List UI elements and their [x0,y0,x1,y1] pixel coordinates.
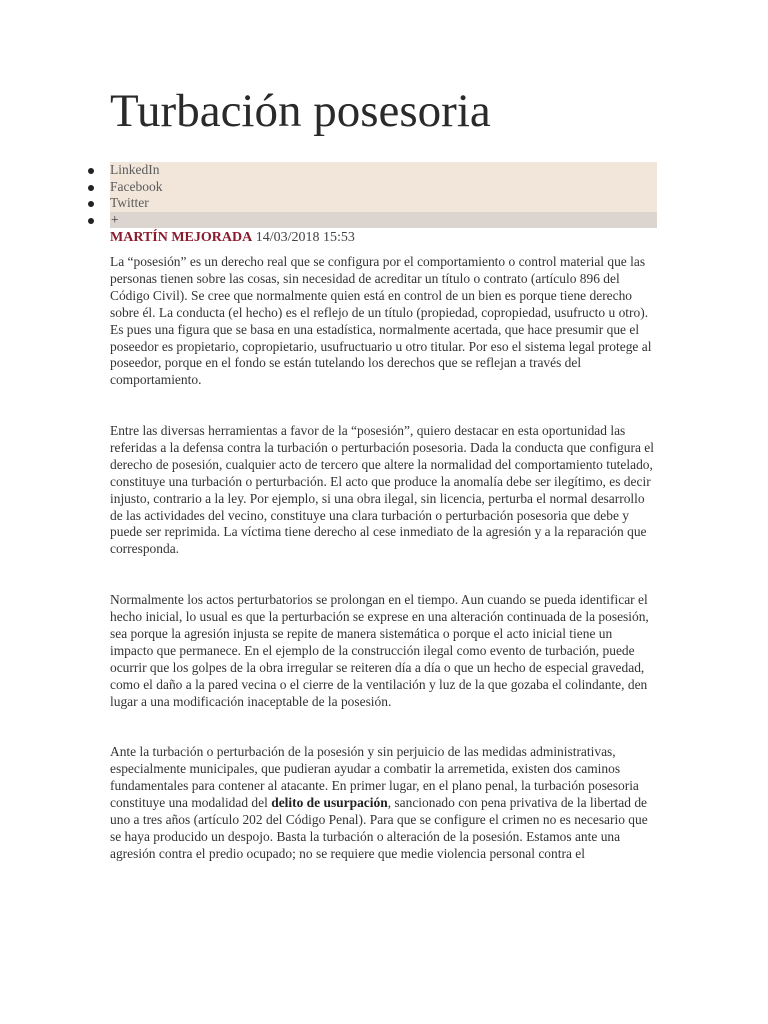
byline [110,229,355,247]
bullet-icon [88,185,94,191]
article-title: Turbación posesoria [110,85,491,137]
paragraph-text: Ante la turbación o perturbación de la posesión y sin perjuicio de las medidas administrativas, especialmente municipales, que pudieran ayudar a combatir la arremetida, existen dos caminos fundamentales para contener al atacante. En primer lugar, en el plano penal, la turbación posesoria constituye una modalidad del [110,744,639,810]
bold-term: delito de usurpación [271,794,388,810]
publish-date: 14/03/2018 15:53 [255,230,355,245]
share-linkedin-link[interactable] [110,162,657,179]
share-more-button[interactable] [110,212,657,229]
paragraph: La “posesión” es un derecho real que se configura por el comportamiento o control material que las personas tienen sobre las cosas, sin necesidad de acreditar un título o contrato (artículo 896 del Código Civil). Se cree que normalmente quien está en control de un bien es porque tiene derecho sobre él. La conducta (el hecho) es el reflejo de un título (propiedad, copropiedad, usufructo u otro). Es pues una figura que se basa en una estadística, normalmente acertada, que hace presumir que el poseedor es propietario, copropietario, usufructuario u otro titular. Por eso el sistema legal protege al poseedor, porque en el fondo se están tutelando los derechos que se reflejan a través del comportamiento. [110,254,652,388]
share-facebook-link[interactable] [110,179,657,196]
author-name: MARTÍN MEJORADA [110,230,253,245]
plus-icon: + [111,211,119,227]
share-twitter-link[interactable] [110,195,657,212]
share-label: Twitter [110,195,149,210]
paragraph-text: , sancionado con pena privativa de la libertad de uno a tres años (artículo 202 del Código Penal). Para que se configure el crimen no es necesario que se haya producido un despojo. Basta la turbación o alteración de la posesión. Estamos ante una agresión contra el predio ocupado; no se requiere que medie violencia personal contra el [110,794,648,861]
bullet-icon [88,218,94,224]
share-label: Facebook [110,178,163,194]
paragraph [110,744,658,862]
bullet-icon [88,168,94,174]
article-body [110,254,658,896]
paragraph: Entre las diversas herramientas a favor de la “posesión”, quiero destacar en esta oportunidad las referidas a la defensa contra la turbación o perturbación posesoria. Dada la conducta que configura el derecho de posesión, cualquier acto de tercero que altere la normalidad del comportamiento tutelado, constituye una turbación o perturbación. El acto que produce la anomalía debe ser ilegítimo, es decir injusto, contrario a la ley. Por ejemplo, si una obra ilegal, sin licencia, perturba el normal desarrollo de las actividades del vecino, constituye una clara turbación o perturbación posesoria que debe y puede ser reprimida. La víctima tiene derecho al cese inmediato de la agresión y a la reparación que corresponda. [110,423,654,557]
share-label: LinkedIn [110,162,160,177]
share-list [110,162,657,228]
paragraph: Normalmente los actos perturbatorios se prolongan en el tiempo. Aun cuando se pueda identificar el hecho inicial, lo usual es que la perturbación se exprese en una alteración continuada de la posesión, sea porque la agresión injusta se repite de manera sistemática o porque el acto inicial tiene un impacto que permanece. En el ejemplo de la construcción ilegal como evento de turbación, puede ocurrir que los golpes de la obra irregular se reiteren día a día o que un hecho de especial gravedad, como el daño a la pared vecina o el cierre de la ventilación y luz de la que gozaba el colindante, den lugar a una modificación inaceptable de la posesión. [110,592,649,709]
bullet-icon [88,201,94,207]
